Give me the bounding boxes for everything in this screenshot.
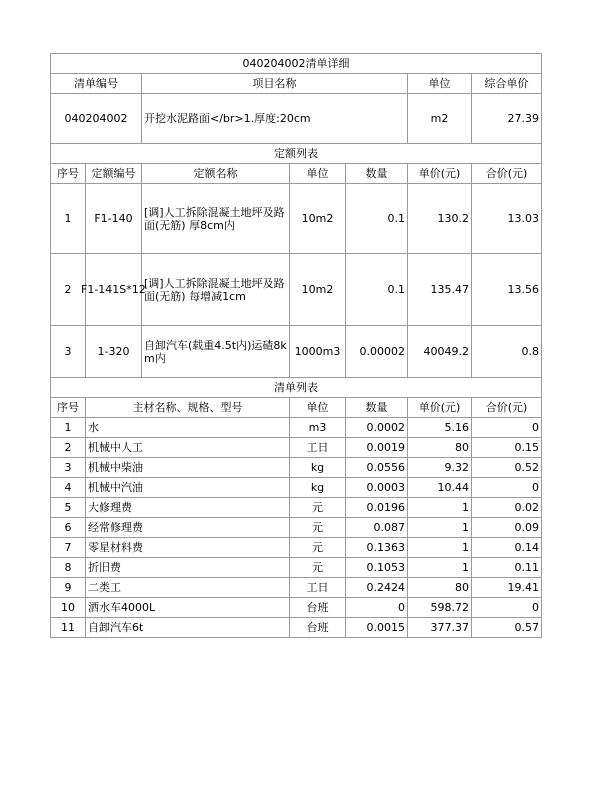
material-seq: 6 — [51, 518, 86, 538]
material-qty: 0.1363 — [346, 538, 408, 558]
quota-price: 130.2 — [408, 184, 472, 254]
material-price: 9.32 — [408, 458, 472, 478]
material-qty-header: 数量 — [346, 398, 408, 418]
material-total-header: 合价(元) — [472, 398, 542, 418]
quota-code-text: F1-141S*12 — [81, 283, 146, 296]
material-total: 0.15 — [472, 438, 542, 458]
quota-code: 1-320 — [86, 326, 142, 378]
material-unit: 台班 — [290, 618, 346, 638]
bill-code-header: 清单编号 — [51, 74, 142, 94]
material-total: 0.09 — [472, 518, 542, 538]
material-row — [51, 418, 542, 438]
table-title: 040204002清单详细 — [51, 54, 542, 74]
quota-total: 0.8 — [472, 326, 542, 378]
bill-code: 040204002 — [51, 94, 142, 144]
bill-unit-price-header: 综合单价 — [472, 74, 542, 94]
material-row — [51, 618, 542, 638]
material-row — [51, 578, 542, 598]
material-unit-header: 单位 — [290, 398, 346, 418]
material-name: 大修理费 — [86, 498, 290, 518]
material-seq: 10 — [51, 598, 86, 618]
quota-unit: 1000m3 — [290, 326, 346, 378]
bill-unit: m2 — [408, 94, 472, 144]
material-total: 0.11 — [472, 558, 542, 578]
quota-qty: 0.00002 — [346, 326, 408, 378]
material-row — [51, 458, 542, 478]
quota-unit-header: 单位 — [290, 164, 346, 184]
material-rows — [51, 418, 542, 638]
quota-total: 13.56 — [472, 254, 542, 326]
quota-seq: 1 — [51, 184, 86, 254]
material-row — [51, 538, 542, 558]
material-seq: 1 — [51, 418, 86, 438]
material-name: 二类工 — [86, 578, 290, 598]
material-name: 零星材料费 — [86, 538, 290, 558]
material-qty: 0.0556 — [346, 458, 408, 478]
quota-seq: 2 — [51, 254, 86, 326]
material-total: 0.52 — [472, 458, 542, 478]
material-qty: 0.0196 — [346, 498, 408, 518]
bill-name: 开挖水泥路面</br>1.厚度:20cm — [142, 94, 408, 144]
quota-code-header: 定额编号 — [86, 164, 142, 184]
material-total: 0 — [472, 478, 542, 498]
material-name: 经常修理费 — [86, 518, 290, 538]
material-total: 0.02 — [472, 498, 542, 518]
material-row — [51, 438, 542, 458]
material-seq: 3 — [51, 458, 86, 478]
quota-qty: 0.1 — [346, 184, 408, 254]
material-unit: kg — [290, 478, 346, 498]
material-qty: 0 — [346, 598, 408, 618]
material-row — [51, 518, 542, 538]
material-seq: 2 — [51, 438, 86, 458]
material-qty: 0.0015 — [346, 618, 408, 638]
material-qty: 0.0019 — [346, 438, 408, 458]
material-unit: 元 — [290, 538, 346, 558]
material-seq: 9 — [51, 578, 86, 598]
quota-unit: 10m2 — [290, 254, 346, 326]
bill-name-header: 项目名称 — [142, 74, 408, 94]
material-price: 1 — [408, 498, 472, 518]
quota-seq: 3 — [51, 326, 86, 378]
material-seq: 4 — [51, 478, 86, 498]
bill-unit-header: 单位 — [408, 74, 472, 94]
material-unit: 工日 — [290, 578, 346, 598]
material-unit: 台班 — [290, 598, 346, 618]
quota-row — [51, 184, 542, 254]
material-name: 机械中人工 — [86, 438, 290, 458]
quota-row — [51, 326, 542, 378]
material-total: 0.14 — [472, 538, 542, 558]
material-name: 自卸汽车6t — [86, 618, 290, 638]
material-name-header: 主材名称、规格、型号 — [86, 398, 290, 418]
material-row — [51, 478, 542, 498]
quota-name-header: 定额名称 — [142, 164, 290, 184]
material-qty: 0.0003 — [346, 478, 408, 498]
quota-qty-header: 数量 — [346, 164, 408, 184]
material-name: 水 — [86, 418, 290, 438]
material-row — [51, 598, 542, 618]
material-qty: 0.0002 — [346, 418, 408, 438]
material-price: 80 — [408, 578, 472, 598]
material-unit: 元 — [290, 498, 346, 518]
material-seq-header: 序号 — [51, 398, 86, 418]
material-price: 1 — [408, 518, 472, 538]
quota-qty: 0.1 — [346, 254, 408, 326]
material-name: 折旧费 — [86, 558, 290, 578]
quota-code — [81, 254, 146, 326]
material-total: 0.57 — [472, 618, 542, 638]
material-name: 机械中汽油 — [86, 478, 290, 498]
material-price: 5.16 — [408, 418, 472, 438]
material-price: 80 — [408, 438, 472, 458]
bill-detail-table — [50, 53, 542, 638]
material-qty: 0.1053 — [346, 558, 408, 578]
quota-name: 自卸汽车(载重4.5t内)运碴8km内 — [142, 326, 290, 378]
quota-name: [调]人工拆除混凝土地坪及路面(无筋) 每增减1cm — [142, 254, 290, 326]
material-price: 10.44 — [408, 478, 472, 498]
quota-row — [51, 254, 542, 326]
quota-total-header: 合价(元) — [472, 164, 542, 184]
material-row — [51, 558, 542, 578]
quota-price-header: 单价(元) — [408, 164, 472, 184]
quota-seq-header: 序号 — [51, 164, 86, 184]
material-unit: 元 — [290, 518, 346, 538]
material-qty: 0.087 — [346, 518, 408, 538]
quota-price: 135.47 — [408, 254, 472, 326]
material-seq: 7 — [51, 538, 86, 558]
material-unit: 元 — [290, 558, 346, 578]
material-row — [51, 498, 542, 518]
material-price: 377.37 — [408, 618, 472, 638]
material-section-title: 清单列表 — [51, 378, 542, 398]
material-qty: 0.2424 — [346, 578, 408, 598]
material-price-header: 单价(元) — [408, 398, 472, 418]
material-seq: 5 — [51, 498, 86, 518]
material-total: 0 — [472, 598, 542, 618]
material-seq: 8 — [51, 558, 86, 578]
material-unit: m3 — [290, 418, 346, 438]
quota-section-title: 定额列表 — [51, 144, 542, 164]
material-unit: 工日 — [290, 438, 346, 458]
bill-unit-price: 27.39 — [472, 94, 542, 144]
material-total: 19.41 — [472, 578, 542, 598]
quota-name: [调]人工拆除混凝土地坪及路面(无筋) 厚8cm内 — [142, 184, 290, 254]
quota-total: 13.03 — [472, 184, 542, 254]
material-seq: 11 — [51, 618, 86, 638]
quota-unit: 10m2 — [290, 184, 346, 254]
material-price: 1 — [408, 558, 472, 578]
material-price: 598.72 — [408, 598, 472, 618]
material-total: 0 — [472, 418, 542, 438]
material-unit: kg — [290, 458, 346, 478]
quota-price: 40049.2 — [408, 326, 472, 378]
quota-code: F1-140 — [86, 184, 142, 254]
material-price: 1 — [408, 538, 472, 558]
material-name: 机械中柴油 — [86, 458, 290, 478]
material-name: 洒水车4000L — [86, 598, 290, 618]
